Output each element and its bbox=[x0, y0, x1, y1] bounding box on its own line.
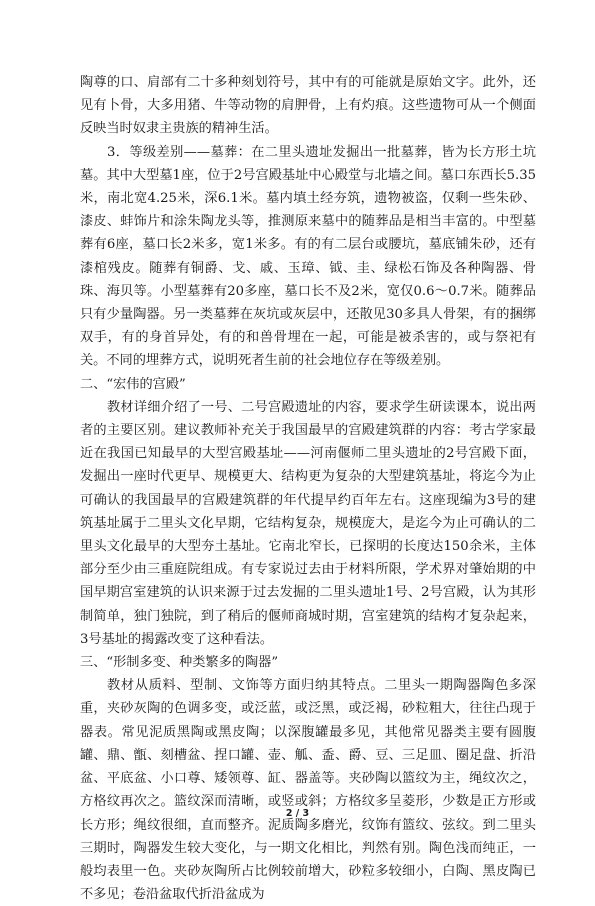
paragraph-burial-hierarchy: 3．等级差别——墓葬：在二里头遗址发掘出一批墓葬，皆为长方形土坑墓。其中大型墓1座，位于2号宫殿基址中心殿堂与北墙之间。墓口东西长5.35米，南北宽4.25米，深6.1米。墓内填土经夯筑，遗物被盗，仅剩一些朱砂、漆皮、蚌饰片和涂朱陶龙头等，推测原来墓中的随葬品是相当丰富的。中型墓葬有6座，墓口长2米多，宽1米多。有的有二层台或腰坑，墓底铺朱砂，还有漆棺残皮。随葬有铜爵、戈、戚、玉璋、钺、圭、绿松石饰及各种陶器、骨珠、海贝等。小型墓葬有20多座，墓口长不及2米，宽仅0.6～0.7米。随葬品只有少量陶器。另一类墓葬在灰坑或灰层中，还散见30多具人骨架，有的捆绑双手，有的身首异处，有的和兽骨埋在一起，可能是被杀害的，或与祭祀有关。不同的埋葬方式，说明死者生前的社会地位存在等级差别。 bbox=[80, 144, 536, 369]
section-heading-palace: 二、“宏伟的宫殿” bbox=[80, 376, 186, 392]
page-number: 2 / 3 bbox=[285, 808, 310, 819]
paragraph-pottery: 教材从质料、型制、文饰等方面归纳其特点。二里头一期陶器陶色多深重，夹砂灰陶的色调多变，或泛蓝，或泛黑，或泛褐，砂粒粗大，往往凸现于器表。常见泥质黑陶或黑皮陶；以深腹罐最多见，其他常见器类主要有圆腹罐、鼎、甑、刻槽盆、捏口罐、壶、觚、盉、爵、豆、三足皿、圈足盘、折沿盆、平底盆、小口尊、矮领尊、缸、器盖等。夹砂陶以篮纹为主，绳纹次之，方格纹再次之。篮纹深而清晰，或竖或斜；方格纹多呈菱形，少数是正方形或长方形；绳纹很细，直而整齐。泥质陶多磨光，纹饰有篮纹、弦纹。到二里头三期时，陶器发生较大变化，与一期文化相比，判然有别。陶色浅而纯正，一般均表里一色。夹砂灰陶所占比例较前增大，砂粒多较细小，白陶、黑皮陶已不多见；卷沿盆取代折沿盆成为 bbox=[80, 678, 536, 903]
paragraph-palace: 教材详细介绍了一号、二号宫殿遗址的内容，要求学生研读课本，说出两者的主要区别。建议教师补充关于我国最早的宫殿建筑群的内容：考古学家最近在我国已知最早的大型宫殿基址——河南偃师二里头遗址的2号宫殿下面，发掘出一座时代更早、规模更大、结构更为复杂的大型建筑基址，将迄今为止可确认的我国最早的宫殿建筑群的年代提早约百年左右。这座现编为3号的建筑基址属于二里头文化早期，它结构复杂，规模庞大，是迄今为止可确认的二里头文化最早的大型夯土基址。它南北窄长，已探明的长度达150余米，主体部分至少由三重庭院组成。有专家说过去由于材料所限，学术界对肇始期的中国早期宫室建筑的认识来源于过去发掘的二里头遗址1号、2号宫殿，认为其形制简单，独门独院，到了稍后的偃师商城时期，宫室建筑的结构才复杂起来，3号基址的揭露改变了这种看法。 bbox=[80, 399, 536, 647]
document-body bbox=[80, 71, 536, 906]
paragraph-oracle-bones: 陶尊的口、肩部有二十多种刻划符号，其中有的可能就是原始文字。此外，还见有卜骨，大多用猪、牛等动物的肩胛骨，上有灼痕。这些遗物可从一个侧面反映当时奴隶主贵族的精神生活。 bbox=[80, 75, 536, 137]
section-heading-pottery: 三、“形制多变、种类繁多的陶器” bbox=[80, 655, 279, 671]
